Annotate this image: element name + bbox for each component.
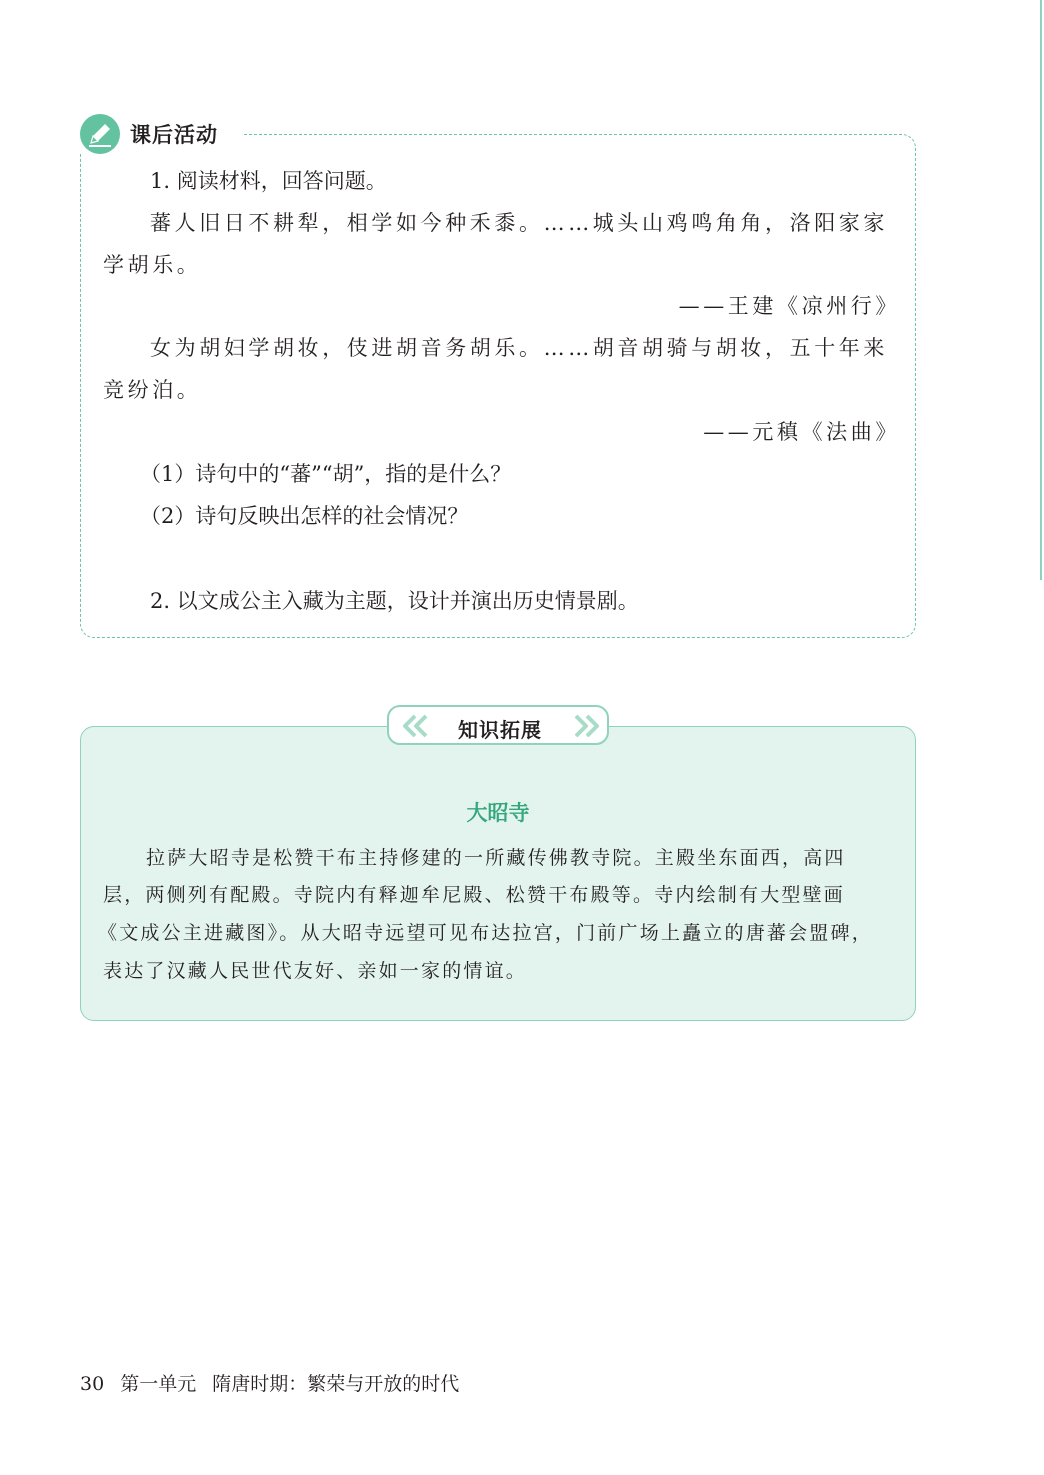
knowledge-line: 层，两侧列有配殿。寺院内有释迦牟尼殿、松赞干布殿等。寺内绘制有大型壁画 <box>103 884 846 906</box>
poem2-source: ——元稹《法曲》 <box>703 420 900 444</box>
poem2-line1: 女为胡妇学胡妆，伎进胡音务胡乐。……胡音胡骑与胡妆，五十年来 <box>150 336 888 360</box>
knowledge-heading: 大昭寺 <box>466 800 530 825</box>
knowledge-line: 表达了汉藏人民世代友好、亲如一家的情谊。 <box>103 960 528 982</box>
chevron-right-double-icon <box>571 713 601 739</box>
knowledge-label: 知识拓展 <box>458 718 542 742</box>
page-footer <box>80 1369 475 1396</box>
poem1-line1: 蕃人旧日不耕犁，相学如今种禾黍。……城头山鸡鸣角角，洛阳家家 <box>150 211 888 235</box>
page-number: 30 <box>80 1373 105 1395</box>
question-1: 1. 阅读材料，回答问题。 <box>150 169 387 193</box>
question-2: 2. 以文成公主入藏为主题，设计并演出历史情景剧。 <box>150 589 639 613</box>
pencil-icon <box>80 114 120 154</box>
poem1-source: ——王建《凉州行》 <box>678 294 900 318</box>
sub-question-2: （2）诗句反映出怎样的社会情况？ <box>140 504 469 528</box>
poem1-line2: 学胡乐。 <box>103 253 202 277</box>
poem2-line2: 竞纷泊。 <box>103 378 202 402</box>
knowledge-line: 《文成公主进藏图》。从大昭寺远望可见布达拉宫，门前广场上矗立的唐蕃会盟碑， <box>98 922 873 944</box>
footer-unit: 第一单元 <box>120 1373 197 1395</box>
activity-box <box>80 134 916 638</box>
sub-question-1: （1）诗句中的“蕃”“胡”，指的是什么？ <box>140 462 512 486</box>
knowledge-tab <box>387 705 609 745</box>
page-edge-line <box>1040 0 1042 580</box>
footer-unit-title: 隋唐时期：繁荣与开放的时代 <box>212 1373 460 1395</box>
knowledge-line: 拉萨大昭寺是松赞干布主持修建的一所藏传佛教寺院。主殿坐东面西，高四 <box>146 847 846 869</box>
activity-title: 课后活动 <box>130 123 218 147</box>
